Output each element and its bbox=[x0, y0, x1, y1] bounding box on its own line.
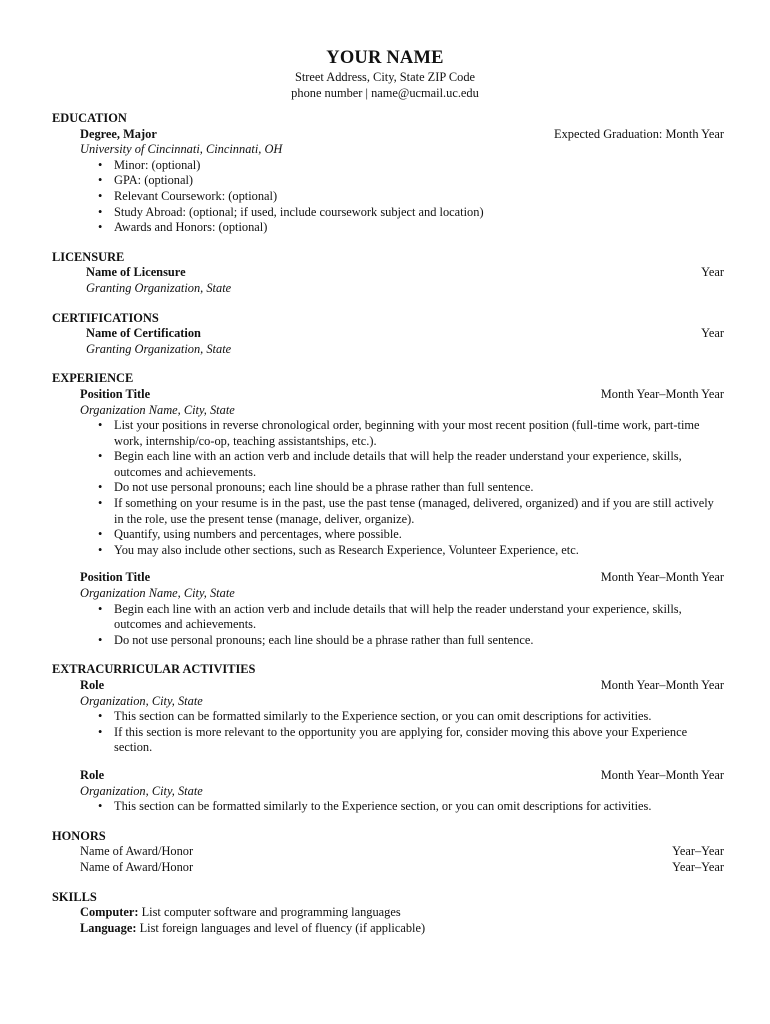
list-item: • Awards and Honors: (optional) bbox=[114, 220, 724, 236]
address-line: Street Address, City, State ZIP Code bbox=[294, 70, 476, 84]
experience-bullets bbox=[80, 418, 724, 558]
list-item: • This section can be formatted similarly to the Experience section, or you can omit descriptions for activities. bbox=[114, 709, 724, 725]
list-item: • You may also include other sections, such as Research Experience, Volunteer Experience, etc. bbox=[114, 543, 724, 559]
honors-section bbox=[52, 829, 724, 876]
skill-label-language: Language: bbox=[80, 920, 137, 935]
list-item: • Study Abroad: (optional; if used, include coursework subject and location) bbox=[114, 205, 724, 221]
honors-entry bbox=[80, 844, 724, 875]
activity-org: Organization, City, State bbox=[80, 783, 203, 798]
skill-text-language: List foreign languages and level of fluency (if applicable) bbox=[136, 920, 426, 935]
skill-text-computer: List computer software and programming languages bbox=[138, 905, 401, 920]
position-dates: Month Year–Month Year bbox=[600, 570, 724, 585]
certification-year: Year bbox=[701, 326, 724, 341]
list-item: • This section can be formatted similarly to the Experience section, or you can omit descriptions for activities. bbox=[114, 799, 724, 815]
section-title-education: EDUCATION bbox=[52, 111, 127, 125]
activity-header-row bbox=[80, 768, 724, 784]
education-section bbox=[52, 111, 724, 236]
honor-years: Year–Year bbox=[672, 844, 724, 859]
organization-name: Organization Name, City, State bbox=[80, 586, 235, 601]
activity-header-row bbox=[80, 678, 724, 694]
section-title-honors: HONORS bbox=[52, 828, 106, 843]
resume-header bbox=[0, 46, 770, 102]
section-title-licensure: LICENSURE bbox=[52, 249, 125, 264]
activity-role: Role bbox=[80, 678, 105, 692]
list-item: • List your positions in reverse chronological order, beginning with your most recent position (full-time work, part-time work, internship/co-op, teaching assistantships, etc.). bbox=[114, 418, 724, 449]
section-title-certifications: CERTIFICATIONS bbox=[52, 310, 159, 325]
activity-bullets bbox=[80, 709, 724, 756]
resume-body bbox=[52, 111, 724, 950]
certification-header-row bbox=[86, 326, 724, 342]
organization-name: Organization Name, City, State bbox=[80, 402, 235, 417]
certification-name: Name of Certification bbox=[86, 326, 201, 341]
entry-spacer bbox=[80, 756, 724, 768]
experience-header-row bbox=[80, 570, 724, 586]
resume-name: YOUR NAME bbox=[326, 48, 444, 68]
degree-major: Degree, Major bbox=[80, 126, 157, 141]
school-name: University of Cincinnati, Cincinnati, OH bbox=[80, 142, 283, 157]
list-item: • Do not use personal pronouns; each line should be a phrase rather than full sentence. bbox=[114, 480, 724, 496]
position-title: Position Title bbox=[80, 386, 151, 401]
activity-entry bbox=[80, 678, 724, 815]
list-item: • Quantify, using numbers and percentages, where possible. bbox=[114, 527, 724, 543]
section-title-activities: EXTRACURRICULAR ACTIVITIES bbox=[52, 662, 256, 677]
activity-org: Organization, City, State bbox=[80, 693, 203, 708]
education-bullets bbox=[80, 158, 724, 236]
list-item: • GPA: (optional) bbox=[114, 173, 724, 189]
skill-label-computer: Computer: bbox=[80, 905, 139, 920]
licensure-entry bbox=[86, 265, 724, 296]
licensure-year: Year bbox=[701, 265, 724, 280]
education-header-row bbox=[80, 127, 724, 143]
honor-name: Name of Award/Honor bbox=[80, 844, 194, 859]
section-title-skills: SKILLS bbox=[52, 889, 97, 904]
graduation-date: Expected Graduation: Month Year bbox=[554, 126, 724, 141]
list-item: • Begin each line with an action verb and include details that will help the reader understand your experience, skills, outcomes and achievements. bbox=[114, 449, 724, 480]
education-entry bbox=[80, 127, 724, 236]
position-title: Position Title bbox=[80, 570, 151, 585]
list-item: • Minor: (optional) bbox=[114, 158, 724, 174]
honor-row bbox=[80, 860, 724, 876]
licensure-header-row bbox=[86, 265, 724, 281]
list-item: • Relevant Coursework: (optional) bbox=[114, 189, 724, 205]
skill-row-computer bbox=[80, 905, 724, 921]
honor-name: Name of Award/Honor bbox=[80, 859, 194, 874]
section-title-experience: EXPERIENCE bbox=[52, 371, 134, 386]
licensure-section bbox=[52, 250, 724, 297]
contact-line: phone number | name@ucmail.uc.edu bbox=[291, 85, 479, 100]
entry-spacer bbox=[80, 558, 724, 570]
activity-dates: Month Year–Month Year bbox=[600, 678, 724, 692]
list-item: • Do not use personal pronouns; each line should be a phrase rather than full sentence. bbox=[114, 633, 724, 649]
activities-section bbox=[52, 662, 724, 814]
licensure-name: Name of Licensure bbox=[86, 265, 186, 280]
experience-section bbox=[52, 371, 724, 648]
activity-dates: Month Year–Month Year bbox=[600, 767, 724, 782]
skills-section bbox=[52, 890, 724, 937]
experience-bullets bbox=[80, 602, 724, 649]
position-dates: Month Year–Month Year bbox=[600, 386, 724, 401]
experience-header-row bbox=[80, 387, 724, 403]
honor-years: Year–Year bbox=[672, 859, 724, 874]
experience-entry bbox=[80, 387, 724, 649]
certification-entry bbox=[86, 326, 724, 357]
licensure-org: Granting Organization, State bbox=[86, 280, 232, 295]
list-item: • If this section is more relevant to the opportunity you are applying for, consider moving this above your Experience section. bbox=[114, 725, 724, 756]
list-item: • If something on your resume is in the past, use the past tense (managed, delivered, organized) and if you are still actively in the role, use the present tense (manage, deliver, organize). bbox=[114, 496, 724, 527]
skills-entry bbox=[80, 905, 724, 936]
activity-role: Role bbox=[80, 767, 105, 782]
honor-row bbox=[80, 844, 724, 860]
activity-bullets bbox=[80, 799, 724, 815]
certifications-section bbox=[52, 311, 724, 358]
list-item: • Begin each line with an action verb and include details that will help the reader understand your experience, skills, outcomes and achievements. bbox=[114, 602, 724, 633]
certification-org: Granting Organization, State bbox=[86, 341, 232, 356]
skill-row-language bbox=[80, 921, 724, 937]
